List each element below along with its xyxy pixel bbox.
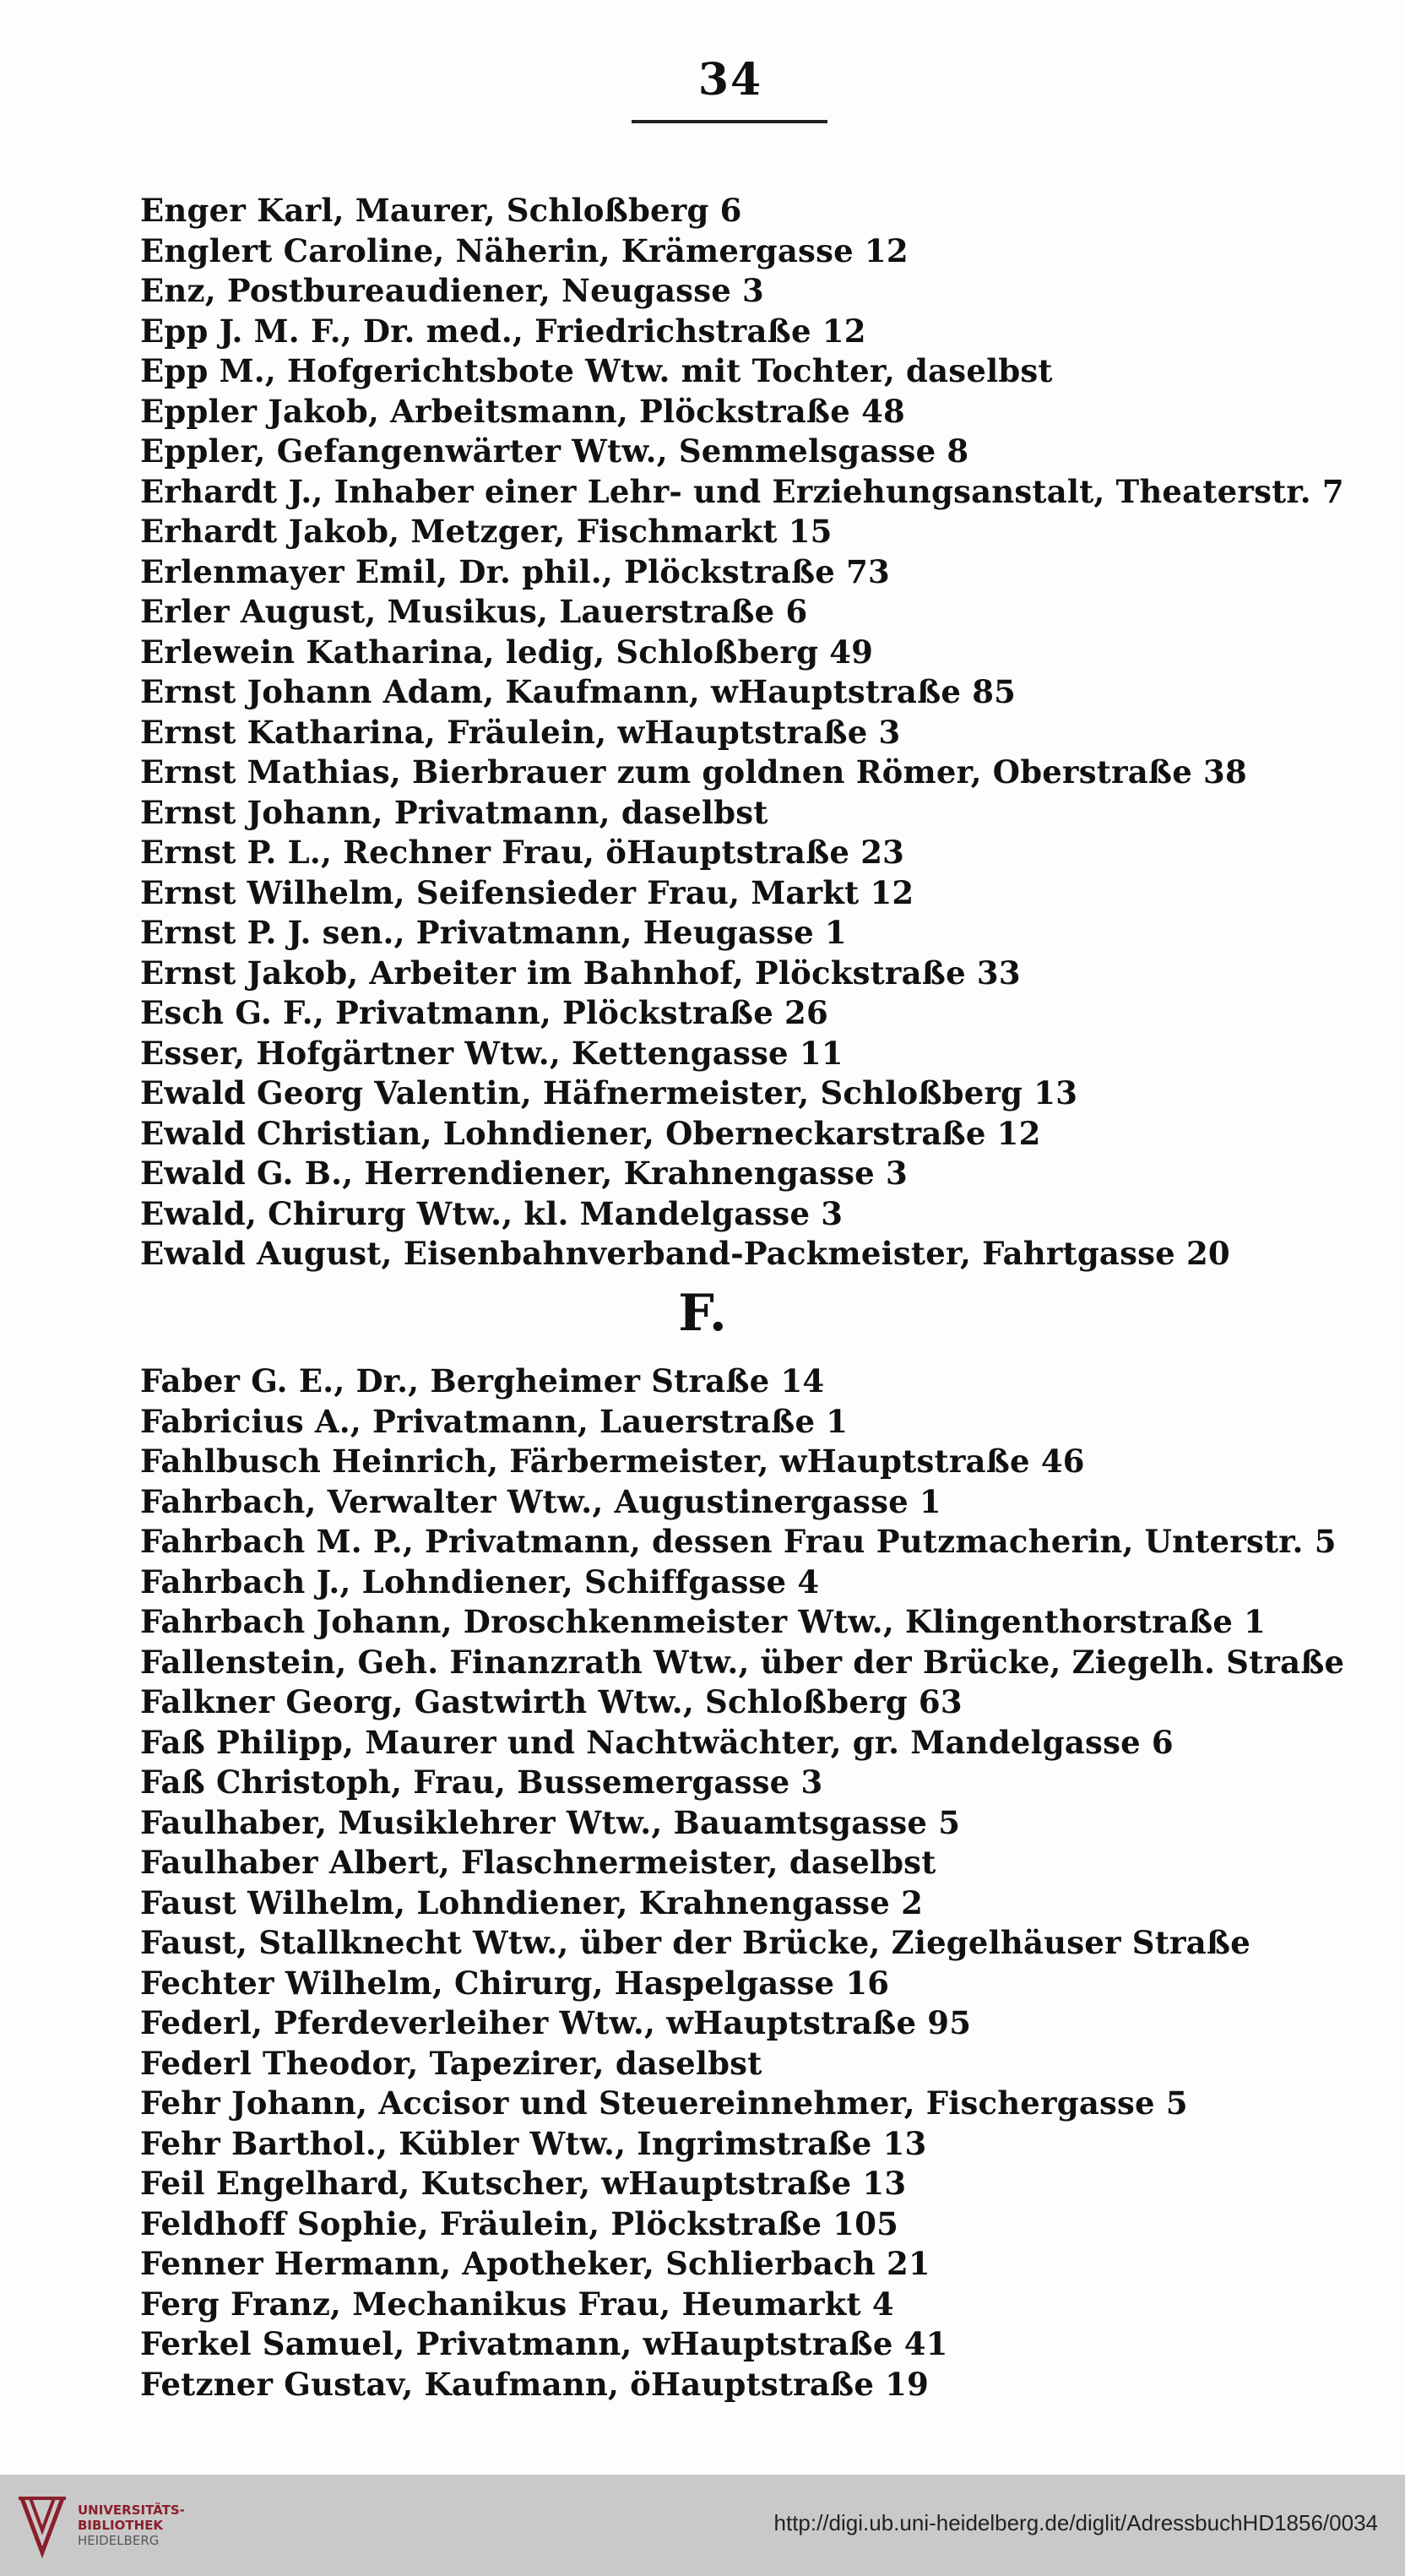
source-url[interactable]: http://digi.ub.uni-heidelberg.de/diglit/AdressbuchHD1856/0034: [773, 2510, 1378, 2535]
directory-entry: Ernst Johann Adam, Kaufmann, wHauptstraße 85: [140, 673, 1017, 710]
page-number: 34: [697, 54, 763, 106]
directory-entry: Esch G. F., Privatmann, Plöckstraße 26: [140, 994, 828, 1031]
directory-entry: Fechter Wilhelm, Chirurg, Haspelgasse 16: [140, 1964, 890, 2002]
directory-entry: Fahlbusch Heinrich, Färbermeister, wHauptstraße 46: [140, 1443, 1085, 1480]
directory-entry: Faulhaber, Musiklehrer Wtw., Bauamtsgasse 5: [140, 1803, 961, 1841]
directory-entry: Ferkel Samuel, Privatmann, wHauptstraße 41: [140, 2325, 948, 2362]
library-name: [78, 2503, 185, 2548]
library-name-line: UNIVERSITÄTS-: [78, 2503, 185, 2518]
directory-entry: Faust, Stallknecht Wtw., über der Brücke, Ziegelhäuser Straße: [140, 1924, 1250, 1961]
directory-entry: Fahrbach Johann, Droschkenmeister Wtw., Klingenthorstraße 1: [140, 1603, 1267, 1640]
directory-entry: Erlenmayer Emil, Dr. phil., Plöckstraße 73: [140, 552, 890, 590]
directory-entry: Erhardt Jakob, Metzger, Fischmarkt 15: [140, 513, 833, 550]
directory-entry: Epp J. M. F., Dr. med., Friedrichstraße 12: [140, 312, 866, 350]
directory-entry: Ernst P. L., Rechner Frau, öHauptstraße 23: [140, 834, 905, 871]
viewer-footer: [0, 2475, 1405, 2576]
directory-entry: Faß Philipp, Maurer und Nachtwächter, gr. Mandelgasse 6: [140, 1723, 1174, 1761]
directory-entry: Faust Wilhelm, Lohndiener, Krahnengasse 2: [140, 1883, 924, 1921]
ub-heidelberg-logo-icon: [15, 2492, 69, 2559]
library-logo[interactable]: [15, 2490, 193, 2561]
directory-entry: Ewald, Chirurg Wtw., kl. Mandelgasse 3: [140, 1194, 844, 1232]
page-number-rule: [632, 120, 827, 123]
directory-entries-e: [140, 191, 1356, 1274]
directory-entry: Ernst Jakob, Arbeiter im Bahnhof, Plöckstraße 33: [140, 954, 1021, 992]
directory-entry: Faß Christoph, Frau, Bussemergasse 3: [140, 1764, 823, 1801]
directory-entry: Fahrbach, Verwalter Wtw., Augustinergasse 1: [140, 1482, 941, 1520]
directory-entry: Ewald Christian, Lohndiener, Oberneckarstraße 12: [140, 1114, 1041, 1152]
directory-entry: Erhardt J., Inhaber einer Lehr- und Erziehungsanstalt, Theaterstr. 7: [140, 472, 1344, 510]
directory-entry: Erlewein Katharina, ledig, Schloßberg 49: [140, 633, 874, 671]
directory-entry: Eppler, Gefangenwärter Wtw., Semmelsgasse 8: [140, 432, 969, 470]
directory-entry: Ernst Johann, Privatmann, daselbst: [140, 793, 768, 831]
directory-entries-f: [140, 1361, 1356, 2405]
directory-entry: Federl Theodor, Tapezirer, daselbst: [140, 2044, 762, 2082]
directory-entry: Fehr Barthol., Kübler Wtw., Ingrimstraße 13: [140, 2124, 927, 2162]
directory-entry: Faber G. E., Dr., Bergheimer Straße 14: [140, 1362, 825, 1399]
directory-entry: Ernst Mathias, Bierbrauer zum goldnen Römer, Oberstraße 38: [140, 753, 1247, 791]
directory-entry: Fehr Johann, Accisor und Steuereinnehmer, Fischergasse 5: [140, 2084, 1188, 2122]
section-letter-f: F.: [678, 1284, 727, 1343]
library-name-line: HEIDELBERG: [78, 2533, 160, 2548]
directory-entry: Eppler Jakob, Arbeitsmann, Plöckstraße 48: [140, 392, 905, 430]
directory-entry: Fabricius A., Privatmann, Lauerstraße 1: [140, 1402, 849, 1440]
directory-entry: Faulhaber Albert, Flaschnermeister, daselbst: [140, 1844, 936, 1881]
directory-entry: Epp M., Hofgerichtsbote Wtw. mit Tochter, daselbst: [140, 352, 1053, 389]
directory-entry: Erler August, Musikus, Lauerstraße 6: [140, 593, 808, 630]
directory-entry: Englert Caroline, Näherin, Krämergasse 12: [140, 231, 909, 269]
directory-entry: Fahrbach M. P., Privatmann, dessen Frau Putzmacherin, Unterstr. 5: [140, 1523, 1337, 1560]
directory-entry: Enger Karl, Maurer, Schloßberg 6: [140, 192, 742, 229]
directory-entry: Fallenstein, Geh. Finanzrath Wtw., über der Brücke, Ziegelh. Straße: [140, 1643, 1345, 1681]
directory-entry: Enz, Postbureaudiener, Neugasse 3: [140, 272, 764, 309]
directory-entry: Feldhoff Sophie, Fräulein, Plöckstraße 105: [140, 2204, 899, 2242]
directory-entry: Fenner Hermann, Apotheker, Schlierbach 21: [140, 2245, 930, 2282]
directory-entry: Fetzner Gustav, Kaufmann, öHauptstraße 19: [140, 2365, 930, 2403]
directory-entry: Federl, Pferdeverleiher Wtw., wHauptstraße 95: [140, 2004, 972, 2041]
directory-entry: Fahrbach J., Lohndiener, Schiffgasse 4: [140, 1562, 820, 1600]
directory-entry: Esser, Hofgärtner Wtw., Kettengasse 11: [140, 1034, 844, 1072]
directory-entry: Ernst Katharina, Fräulein, wHauptstraße 3: [140, 713, 901, 751]
directory-entry: Feil Engelhard, Kutscher, wHauptstraße 13: [140, 2165, 907, 2202]
directory-entry: Ewald August, Eisenbahnverband-Packmeister, Fahrtgasse 20: [140, 1235, 1230, 1272]
directory-entry: Ferg Franz, Mechanikus Frau, Heumarkt 4: [140, 2285, 894, 2323]
directory-entry: Ernst P. J. sen., Privatmann, Heugasse 1: [140, 914, 847, 951]
directory-entry: Ewald G. B., Herrendiener, Krahnengasse 3: [140, 1155, 908, 1192]
library-name-line: BIBLIOTHEK: [78, 2518, 163, 2533]
directory-entry: Ewald Georg Valentin, Häfnermeister, Schloßberg 13: [140, 1074, 1078, 1111]
directory-entry: Ernst Wilhelm, Seifensieder Frau, Markt 12: [140, 873, 914, 911]
directory-entry: Falkner Georg, Gastwirth Wtw., Schloßberg 63: [140, 1683, 963, 1720]
